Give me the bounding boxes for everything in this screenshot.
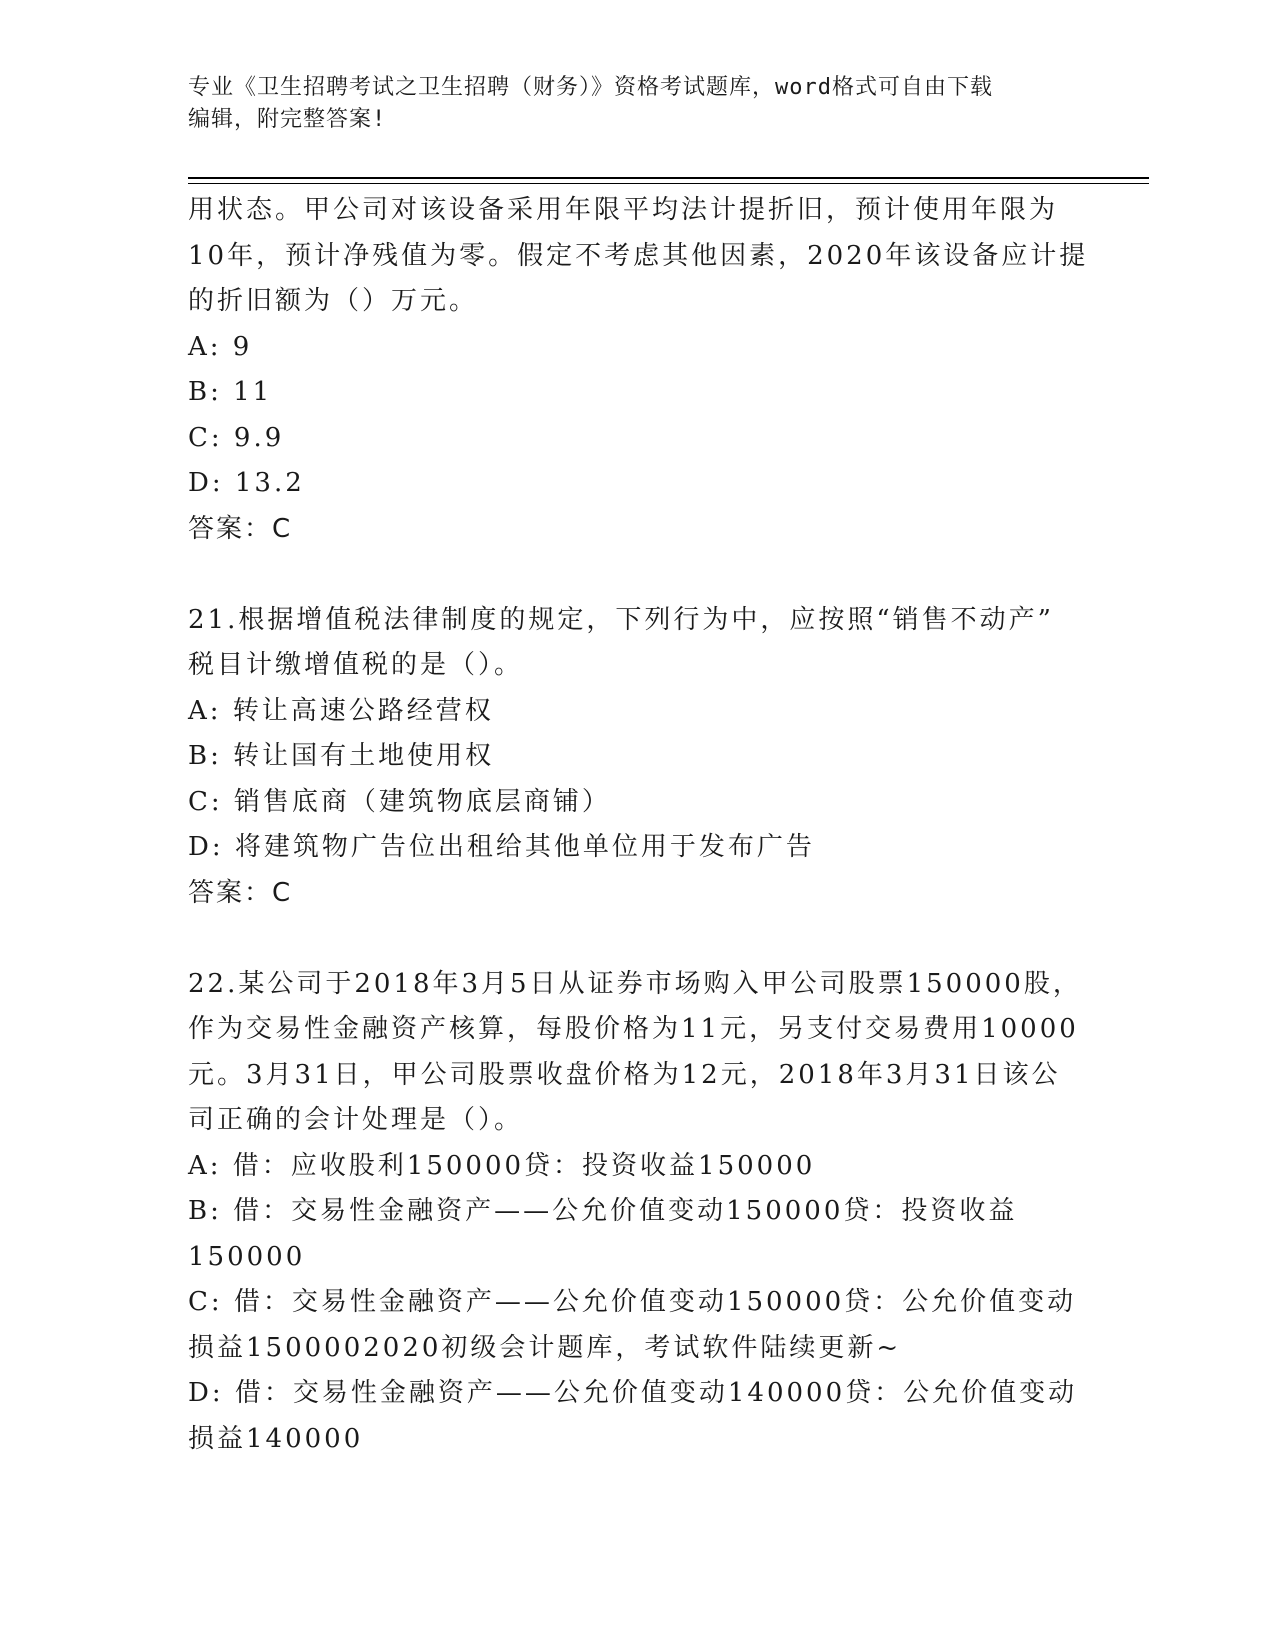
- header-divider-thick: [188, 177, 1149, 179]
- option-c-continued: 损益1500002020初级会计题库，考试软件陆续更新~: [188, 1332, 902, 1363]
- option-c: C: 借：交易性金融资产——公允价值变动150000贷：公允价值变动: [188, 1287, 1077, 1317]
- question-20: [188, 188, 1088, 552]
- question-text-line: 元。3月31日，甲公司股票收盘价格为12元，2018年3月31日该公: [188, 1059, 1061, 1090]
- question-spacer: [188, 552, 1088, 598]
- document-body: [188, 188, 1088, 1462]
- answer-line: 答案：C: [188, 513, 293, 544]
- page-header: [188, 72, 1068, 136]
- option-d: D: 13.2: [188, 468, 305, 498]
- question-22: [188, 962, 1088, 1463]
- option-b-continued: 150000: [188, 1241, 306, 1272]
- option-b: B: 转让国有土地使用权: [188, 741, 495, 771]
- header-line-1: 专业《卫生招聘考试之卫生招聘（财务）》资格考试题库，word格式可自由下载: [188, 75, 993, 100]
- option-d: D: 将建筑物广告位出租给其他单位用于发布广告: [188, 832, 815, 862]
- question-text-line: 作为交易性金融资产核算，每股价格为11元，另支付交易费用10000: [188, 1014, 1079, 1044]
- question-spacer: [188, 916, 1088, 962]
- header-line-2: 编辑，附完整答案!: [188, 107, 387, 132]
- question-text-line: 10年，预计净残值为零。假定不考虑其他因素，2020年该设备应计提: [188, 240, 1089, 271]
- option-d-continued: 损益140000: [188, 1423, 364, 1454]
- option-a: A: 转让高速公路经营权: [188, 695, 494, 726]
- question-text-line: 司正确的会计处理是（）。: [188, 1105, 524, 1135]
- header-divider-thin: [188, 183, 1149, 184]
- answer-line: 答案：C: [188, 877, 293, 908]
- question-text-line: 税目计缴增值税的是（）。: [188, 650, 524, 680]
- question-text-line: 用状态。甲公司对该设备采用年限平均法计提折旧，预计使用年限为: [188, 195, 1059, 225]
- option-a: A: 9: [188, 331, 253, 362]
- option-c: C: 销售底商（建筑物底层商铺）: [188, 786, 611, 817]
- question-text-line: 22.某公司于2018年3月5日从证券市场购入甲公司股票150000股，: [188, 968, 1082, 999]
- option-d: D: 借：交易性金融资产——公允价值变动140000贷：公允价值变动: [188, 1378, 1078, 1408]
- option-c: C: 9.9: [188, 422, 285, 453]
- question-text-line: 21.根据增值税法律制度的规定，下列行为中，应按照“销售不动产”: [188, 604, 1054, 635]
- question-text-line: 的折旧额为（）万元。: [188, 286, 479, 316]
- question-21: [188, 598, 1088, 917]
- option-b: B: 借：交易性金融资产——公允价值变动150000贷：投资收益: [188, 1196, 1018, 1226]
- option-b: B: 11: [188, 377, 273, 407]
- option-a: A: 借：应收股利150000贷：投资收益150000: [188, 1150, 816, 1181]
